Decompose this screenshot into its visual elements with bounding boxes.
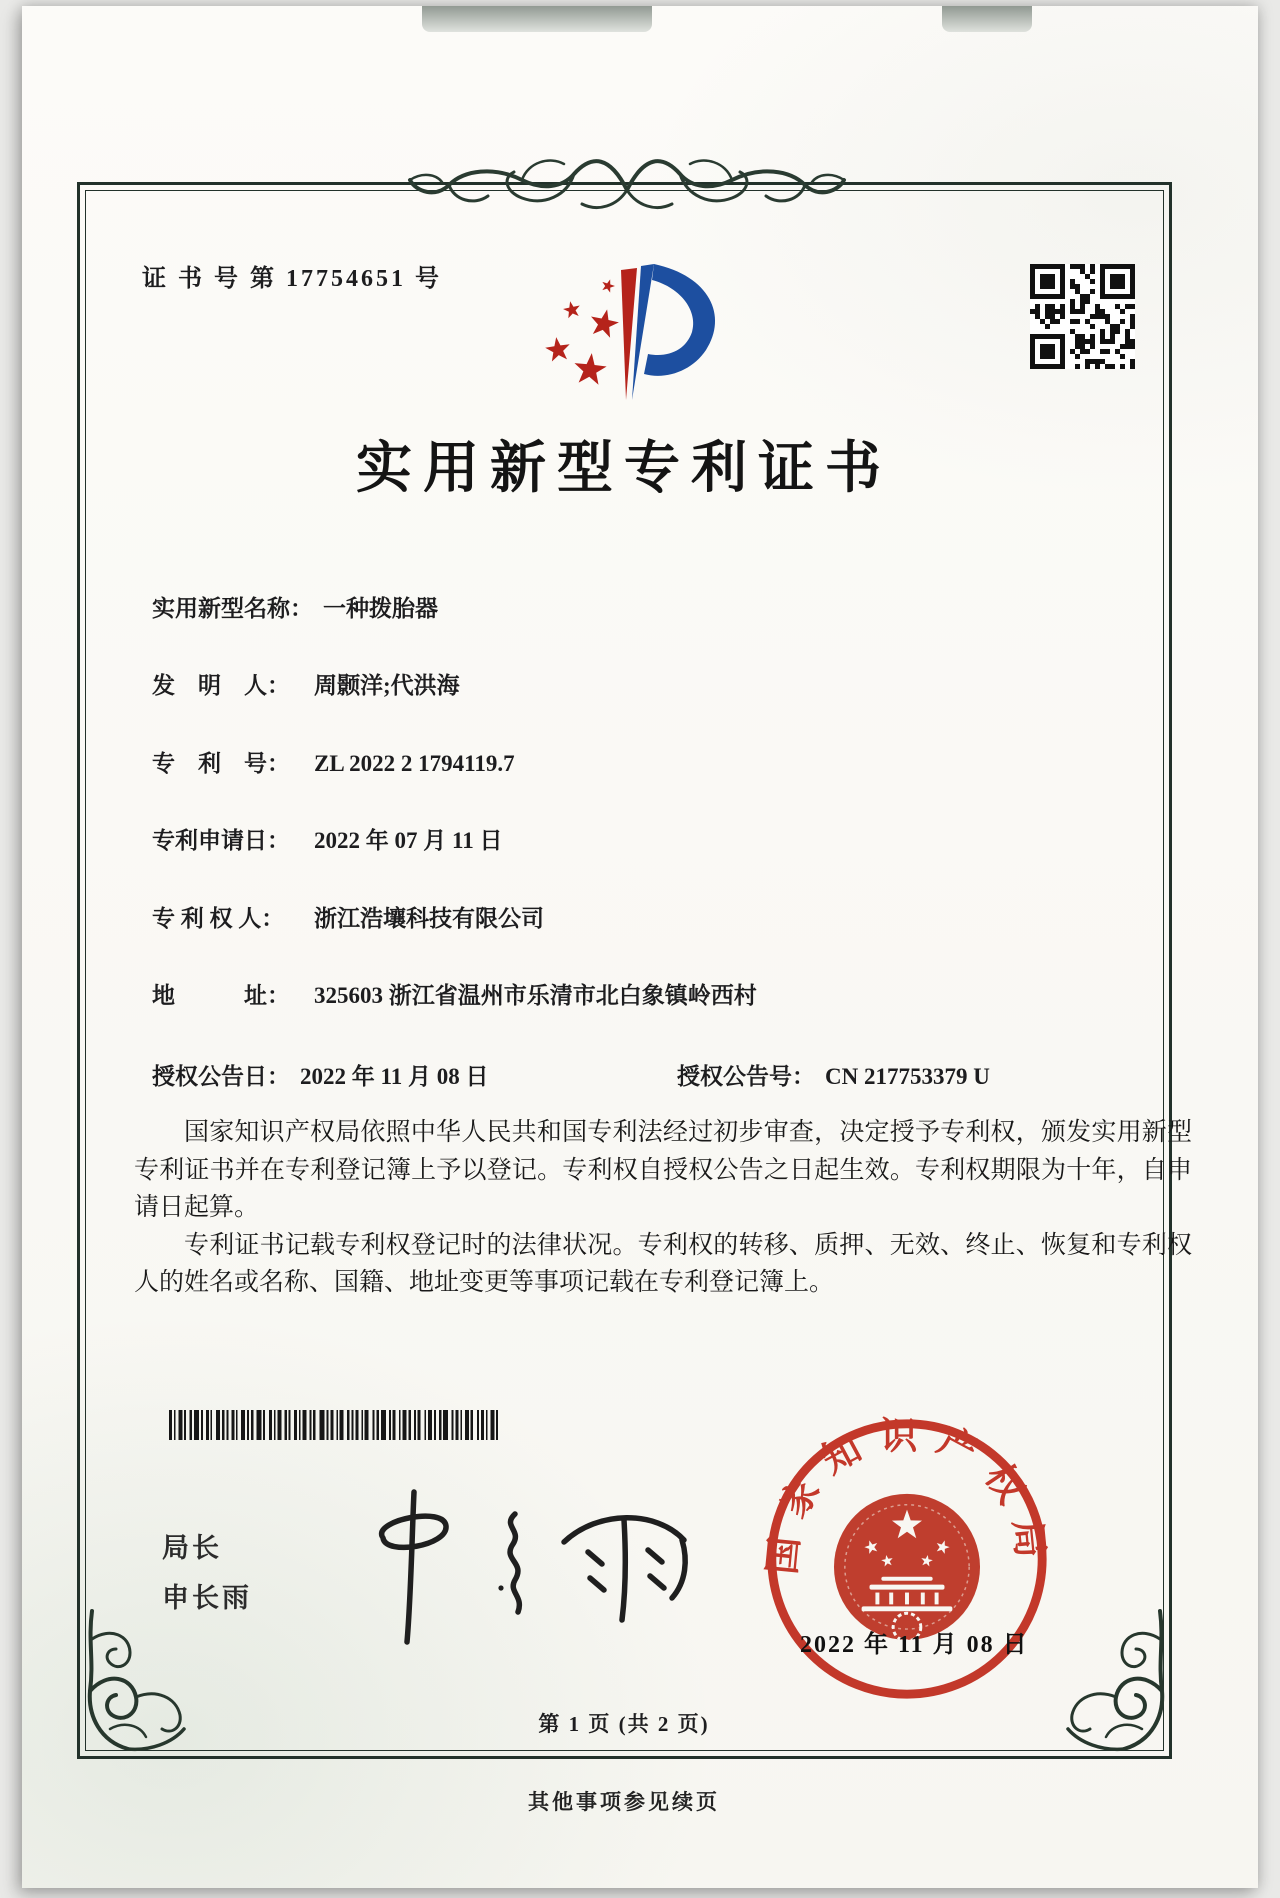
field-label: 专 利 权 人： <box>152 906 285 931</box>
field-value: 一种拨胎器 <box>323 596 438 621</box>
scan-artifact-mark <box>422 6 652 32</box>
field-label: 发 明 人： <box>152 673 290 698</box>
field-label: 地 址： <box>152 983 290 1008</box>
field-value: 浙江浩壤科技有限公司 <box>314 906 544 931</box>
logo-p-bowl <box>644 264 715 376</box>
top-flourish-ornament-icon <box>402 128 852 228</box>
national-emblem-icon <box>834 1494 980 1641</box>
seal-arc-text: 国家知识产权局 <box>762 1416 1052 1577</box>
field-row-inventor <box>152 667 460 700</box>
field-value: ZL 2022 2 1794119.7 <box>314 751 515 776</box>
field-row-grant-date <box>152 1058 488 1091</box>
seal-date: 2022 年 11 月 08 日 <box>800 1632 1029 1658</box>
field-value: 周颢洋;代洪海 <box>314 673 460 698</box>
field-row-grant-number <box>677 1058 990 1091</box>
grant-number-value: CN 217753379 U <box>825 1064 990 1089</box>
signer-title: 局长 <box>162 1533 222 1563</box>
field-row-filing-date <box>152 822 502 855</box>
barcode <box>169 1410 501 1440</box>
field-label: 实用新型名称： <box>152 596 313 621</box>
official-seal <box>759 1411 1055 1707</box>
grant-date-label: 授权公告日： <box>152 1064 290 1089</box>
continuation-note: 其他事项参见续页 <box>528 1790 720 1814</box>
signer-name: 申长雨 <box>162 1583 252 1613</box>
field-label: 专 利 号： <box>152 751 290 776</box>
handwritten-signature <box>352 1484 702 1649</box>
qr-code <box>1030 264 1135 369</box>
certificate-title: 实用新型专利证书 <box>356 438 892 500</box>
legal-body-text <box>134 1114 1192 1302</box>
field-value: 325603 浙江省温州市乐清市北白象镇岭西村 <box>314 983 757 1008</box>
logo-stars-icon <box>544 277 621 385</box>
body-paragraph-2: 专利证书记载专利权登记时的法律状况。专利权的转移、质押、无效、终止、恢复和专利权人的姓名或名称、国籍、地址变更等事项记载在专利登记簿上。 <box>134 1231 1192 1296</box>
patent-office-logo <box>520 258 750 418</box>
scan-artifact-mark <box>942 6 1032 32</box>
grant-date-value: 2022 年 11 月 08 日 <box>300 1064 489 1089</box>
field-row-utility-model-name <box>152 590 438 623</box>
grant-number-label: 授权公告号： <box>677 1064 815 1089</box>
field-value: 2022 年 07 月 11 日 <box>314 828 503 853</box>
paper-sheet <box>22 6 1258 1888</box>
certificate-number: 证 书 号 第 17754651 号 <box>142 266 442 292</box>
page-number: 第 1 页 (共 2 页) <box>538 1712 710 1736</box>
field-row-address <box>152 977 757 1010</box>
body-paragraph-1: 国家知识产权局依照中华人民共和国专利法经过初步审查，决定授予专利权，颁发实用新型专利证书并在专利登记簿上予以登记。专利权自授权公告之日起生效。专利权期限为十年，自申请日起算。 <box>134 1119 1192 1221</box>
field-row-patent-number <box>152 745 515 778</box>
field-row-patentee <box>152 900 544 933</box>
field-label: 专利申请日： <box>152 828 290 853</box>
